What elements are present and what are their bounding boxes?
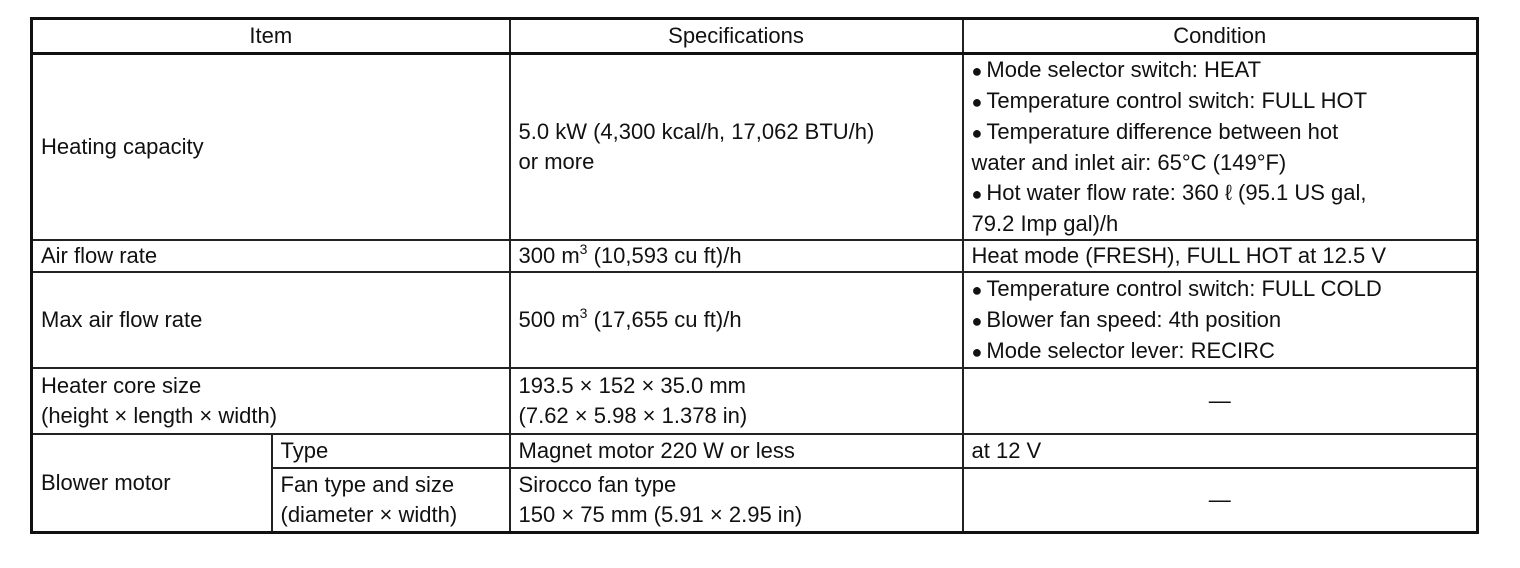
item-heater-core-line1: Heater core size <box>41 373 202 398</box>
spec-max-air-flow-rate: 500 $m^3$ (17,655 cu ft)/h <box>510 272 963 368</box>
condition-blower-motor-type: at 12 V <box>963 434 1478 468</box>
bullet-icon: ● <box>971 341 983 362</box>
condition-heating-capacity <box>963 54 1478 241</box>
spec-heating-capacity <box>510 54 963 241</box>
bullet-icon: ● <box>971 123 983 143</box>
spec-blower-motor-fan <box>510 468 963 533</box>
item-max-air-flow-rate: Max air flow rate <box>32 272 510 368</box>
spec-heating-line1: 5.0 kW (4,300 kcal/h, 17,062 BTU/h) <box>518 119 875 144</box>
condition-line: ● Temperature control switch: FULL HOT <box>972 86 1469 117</box>
condition-max-air-flow-rate <box>963 272 1478 368</box>
condition-line: ● Mode selector switch: HEAT <box>972 55 1469 86</box>
item-heating-capacity: Heating capacity <box>32 54 510 241</box>
subitem-fan-line2: (diameter × width) <box>280 502 458 527</box>
subitem-fan-line1: Fan type and size <box>280 472 455 497</box>
condition-line: ● Blower fan speed: 4th position <box>972 305 1469 336</box>
bullet-icon: ● <box>971 279 983 300</box>
header-item: Item <box>32 19 510 54</box>
header-specifications: Specifications <box>510 19 963 54</box>
condition-line: ● Hot water flow rate: 360 ℓ (95.1 US gal, <box>972 178 1469 209</box>
bullet-icon: ● <box>971 184 983 204</box>
condition-line-continued: water and inlet air: 65°C (149°F) <box>971 150 1287 175</box>
table-row-heater-core-size <box>32 368 1478 434</box>
table-header-row <box>32 19 1478 54</box>
header-condition: Condition <box>963 19 1478 54</box>
spec-blower-motor-type: Magnet motor 220 W or less <box>510 434 963 468</box>
table-row-max-air-flow-rate <box>32 272 1478 368</box>
spec-heater-core-line1: 193.5 × 152 × 35.0 mm <box>518 373 747 398</box>
spec-fan-line1: Sirocco fan type <box>518 472 677 497</box>
item-air-flow-rate: Air flow rate <box>32 240 510 272</box>
bullet-icon: ● <box>971 92 983 112</box>
condition-heater-core-size: — <box>963 368 1478 434</box>
subitem-blower-motor-type: Type <box>272 434 510 468</box>
specifications-table <box>30 17 1479 534</box>
table-row-heating-capacity <box>32 54 1478 241</box>
condition-line: ● Mode selector lever: RECIRC <box>972 336 1469 367</box>
item-blower-motor: Blower motor <box>32 434 272 533</box>
condition-blower-motor-fan: — <box>963 468 1478 533</box>
table-row-air-flow-rate <box>32 240 1478 272</box>
condition-line: ● Temperature difference between hot <box>972 117 1469 148</box>
bullet-icon: ● <box>971 310 983 331</box>
subitem-blower-motor-fan <box>272 468 510 533</box>
spec-heater-core-size <box>510 368 963 434</box>
table-row-blower-motor-type <box>32 434 1478 468</box>
item-heater-core-size <box>32 368 510 434</box>
condition-line: ● Temperature control switch: FULL COLD <box>972 274 1469 305</box>
condition-line-continued: 79.2 Imp gal)/h <box>971 211 1119 236</box>
spec-heating-line2: or more <box>518 149 595 174</box>
spec-heater-core-line2: (7.62 × 5.98 × 1.378 in) <box>518 403 748 428</box>
condition-air-flow-rate: Heat mode (FRESH), FULL HOT at 12.5 V <box>963 240 1478 272</box>
item-heater-core-line2: (height × length × width) <box>41 403 278 428</box>
bullet-icon: ● <box>971 61 983 81</box>
spec-air-flow-rate: 300 $m^3$ (10,593 cu ft)/h <box>510 240 963 272</box>
spec-fan-line2: 150 × 75 mm (5.91 × 2.95 in) <box>518 502 803 527</box>
